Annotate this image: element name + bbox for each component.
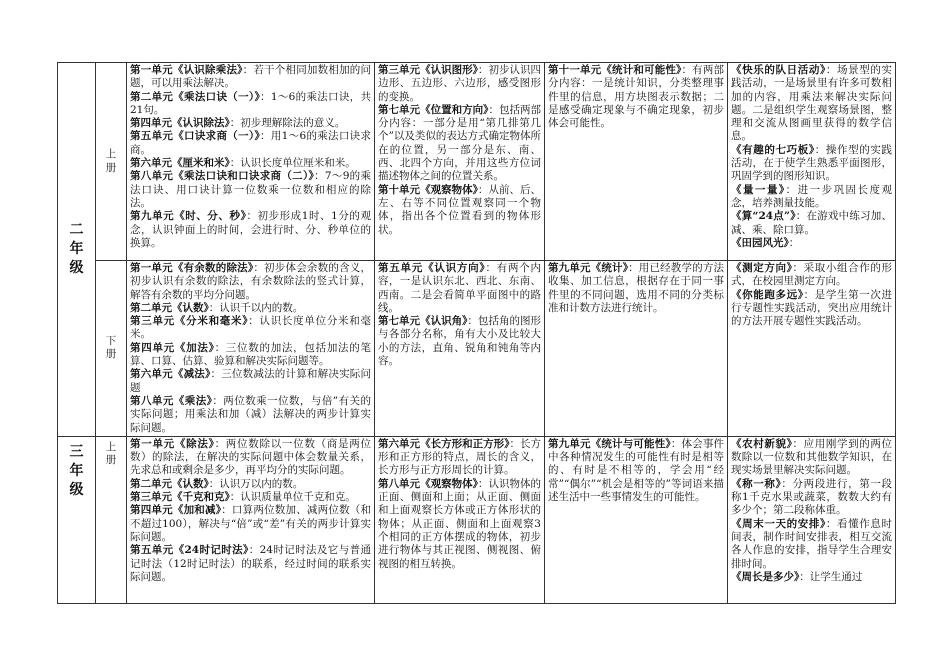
- unit-title: 《算“24点”》: [731, 210, 796, 223]
- unit-entry: [130, 438, 371, 478]
- curriculum-table: [57, 62, 896, 604]
- unit-description: ：认识千以内的数。: [208, 301, 304, 314]
- grade-label: [58, 63, 96, 437]
- unit-cell: [728, 63, 896, 261]
- unit-entry: [731, 184, 892, 211]
- term-char: 下: [105, 335, 117, 348]
- unit-description: ：分两段进行，第一段称1千克水果或蔬菜，数数大约有多少个；第二段称体重。: [731, 477, 892, 517]
- unit-description: ：用1～6的乘法口诀求商。: [130, 130, 371, 156]
- unit-title: 第五单元《口诀求商（一）》: [130, 130, 261, 143]
- unit-description: ：初步理解除法的意义。: [229, 117, 346, 130]
- unit-title: 第九单元《时、分、秒》: [130, 210, 247, 223]
- unit-title: 《田园风光》: [731, 236, 789, 249]
- unit-title: 第六单元《减法》: [130, 368, 211, 381]
- unit-title: 第一单元《有余数的除法》: [130, 262, 254, 274]
- unit-title: 《称一称》: [731, 477, 782, 490]
- unit-cell: [545, 436, 728, 603]
- unit-entry: [130, 64, 371, 91]
- unit-title: 第六单元《厘米和米》: [130, 157, 230, 170]
- unit-description: ：认识长度单位分米和毫米。: [130, 315, 372, 341]
- unit-title: 第一单元《认识除乘法》: [130, 64, 243, 76]
- unit-entry: [130, 395, 371, 435]
- unit-description: ：认识物体的正面、侧面和上面；从正面、侧面和上面观察长方体或正方体形状的物体；从正面、侧面和上面观察3个相同的正方体摆成的物体，初步进行物体与其正视图、侧视图、俯视图的相互转换。: [378, 477, 542, 570]
- unit-title: 第二单元《乘法口诀（一）》: [130, 90, 261, 103]
- unit-entry: [378, 315, 541, 368]
- unit-title: 《周长是多少》: [731, 570, 800, 583]
- term-label: [96, 436, 127, 603]
- unit-description: ：初步体会余数的含义，初步认识有余数的除法，有余数除法的竖式计算，解答有余数的平均分问题。: [130, 262, 372, 301]
- unit-entry: [548, 262, 724, 315]
- unit-description: ：让学生通过: [799, 570, 863, 583]
- unit-entry: [731, 210, 892, 237]
- unit-entry: [378, 184, 541, 237]
- unit-description: ：应用刚学到的两位数除以一位数和其他数学知识，在现实场景里解决实际问题。: [731, 437, 892, 477]
- unit-description: ：有两部分内容：一是统计知识，分类整理事件里的信息，用方块图表示数据；二是感受确定现象与不确定现象，初步体会可能性。: [548, 64, 724, 130]
- unit-title: 第二单元《认数》: [130, 477, 209, 490]
- unit-title: 第七单元《位置和方向》: [378, 103, 489, 116]
- term-char: 上: [105, 148, 117, 161]
- term-label: [96, 261, 127, 437]
- unit-title: 第五单元《认识方向》: [378, 262, 486, 274]
- unit-description: ：: [788, 236, 800, 249]
- term-row: [58, 261, 896, 437]
- unit-title: 第三单元《认识图形》: [378, 64, 478, 76]
- unit-description: ：认识万以内的数。: [208, 477, 304, 490]
- unit-title: 第一单元《除法》: [130, 437, 215, 450]
- unit-cell: [375, 436, 545, 603]
- unit-description: ：用已经教学的方法收集、加工信息，根据存在于同一事件里的不同问题，选用不同的分类标准和计数方法进行统计。: [548, 262, 724, 314]
- unit-entry: [130, 315, 371, 342]
- unit-title: 第六单元《长方形和正方形》: [378, 437, 510, 450]
- unit-cell: [545, 63, 728, 261]
- unit-entry: [731, 144, 892, 184]
- unit-description: ：体会事件中各种情况发生的可能性有时是相等的、有时是不相等的，学会用“经常”“偶尔”“机会是相等的”等词语来描述生活中一些事情发生的可能性。: [548, 437, 724, 504]
- unit-description: ：采取小组合作的形式，在校园里测定方向。: [731, 262, 892, 288]
- unit-title: 第九单元《统计》: [548, 262, 629, 274]
- unit-entry: [548, 438, 724, 504]
- unit-cell: [375, 261, 545, 437]
- unit-entry: [130, 170, 371, 210]
- unit-entry: [378, 104, 541, 184]
- unit-entry: [130, 544, 371, 584]
- grade-char: 二: [69, 221, 84, 238]
- unit-description: ：初步认识四边形、五边形、六边形，感受图形的变换。: [378, 64, 542, 103]
- grade-char: 年: [69, 462, 84, 479]
- unit-title: 《有趣的七巧板》: [731, 143, 815, 156]
- unit-entry: [548, 64, 724, 130]
- term-char: 册: [105, 454, 117, 467]
- term-char: 上: [105, 440, 117, 453]
- term-row: [58, 63, 896, 261]
- unit-entry: [378, 262, 541, 315]
- unit-entry: [130, 130, 371, 157]
- term-label: [96, 63, 127, 261]
- grade-label: [58, 436, 96, 603]
- unit-title: 《农村新貌》: [731, 437, 793, 450]
- unit-title: 第八单元《乘法口诀和口诀求商（二）》: [130, 170, 315, 183]
- unit-description: ：认识质量单位千克和克。: [229, 491, 356, 504]
- unit-cell: [127, 261, 375, 437]
- term-row: [58, 436, 896, 603]
- unit-description: ：初步形成1时、1分的观念，认识钟面上的时间，会进行时、分、秒单位的换算。: [130, 210, 371, 249]
- unit-title: 第二单元《认数》: [130, 301, 209, 314]
- term-char: 册: [105, 161, 117, 174]
- unit-title: 第八单元《乘法》: [130, 394, 213, 407]
- unit-cell: [728, 436, 896, 603]
- grade-char: 级: [69, 481, 84, 498]
- unit-description: ：7～9的乘法口诀、用口诀计算一位数乘一位数和相应的除法。: [130, 170, 371, 209]
- unit-entry: [130, 368, 371, 395]
- unit-entry: [130, 491, 371, 504]
- unit-cell: [728, 261, 896, 437]
- unit-cell: [375, 63, 545, 261]
- unit-description: ：三位数的加法，包括加法的笔算、口算、估算、验算和解决实际问题等。: [130, 341, 372, 368]
- unit-description: ：两位数除以一位数（商是两位数）的除法，在解决的实际问题中体会数量关系，先求总和或剩余是多少，再平均分的实际问题。: [130, 437, 372, 477]
- unit-title: 第四单元《加法》: [130, 341, 215, 354]
- unit-description: ：有两个内容，一是认识东北、西北、东南、西南。二是会看简单平面图中的路线。: [378, 262, 542, 314]
- unit-description: ：进一步巩固长度观念，培养测量技能。: [731, 183, 893, 209]
- unit-description: ：口算两位数加、减两位数（和不超过100），解决与“倍”或“差”有关的两步计算实际问题。: [130, 504, 372, 543]
- unit-entry: [731, 438, 892, 478]
- unit-title: 第五单元《24时记时法》: [130, 544, 249, 557]
- unit-entry: [731, 64, 892, 144]
- unit-description: ：操作型的实践活动，在于使学生熟悉平面图形，巩固学到的图形知识。: [731, 143, 892, 183]
- unit-description: ：包括两部分内容：一部分是用“第几排第几个”以及类似的表达方式确定物体所在的位置，另一部分是东、南、西、北四个方向，并用这些方位词描述物体之间的位置关系。: [378, 103, 542, 183]
- grade-char: 三: [69, 443, 84, 460]
- unit-description: ：场景型的实践活动，一是场景里有许多可数相加的内容，用乘法来解决实际问题。二是组织学生观察场景图，整理和交流从图画里获得的数学信息。: [731, 64, 892, 143]
- unit-description: ：1～6的乘法口诀，共21句。: [130, 90, 371, 116]
- unit-title: 第三单元《分米和毫米》: [130, 315, 249, 328]
- unit-entry: [130, 262, 371, 302]
- unit-description: ：在游戏中练习加、减、乘、除口算。: [731, 210, 892, 236]
- unit-description: ：是学生第一次进行专题性实践活动，突出应用统计的方法开展专题性实践活动。: [731, 288, 892, 328]
- grade-char: 年: [69, 240, 84, 257]
- unit-entry: [130, 504, 371, 544]
- unit-entry: [130, 342, 371, 369]
- unit-entry: [130, 302, 371, 315]
- unit-title: 第十一单元《统计和可能性》: [548, 64, 682, 76]
- grade-char: 级: [69, 259, 84, 276]
- term-char: 册: [105, 348, 117, 361]
- unit-cell: [545, 261, 728, 437]
- unit-description: ：认识长度单位厘米和米。: [229, 157, 356, 170]
- unit-entry: [130, 91, 371, 118]
- unit-title: 《周末一天的安排》: [731, 517, 826, 530]
- unit-title: 《测定方向》: [731, 262, 793, 274]
- unit-description: ：三位数减法的计算和解决实际问题: [130, 368, 372, 394]
- unit-description: ：包括角的图形与各部分名称，角有大小及比较大小的方法，直角、锐角和钝角等内容。: [378, 315, 542, 368]
- unit-description: ：24时记时法及它与普通记时法（12时记时法）的联系，经过时间的联系实际问题。: [130, 544, 371, 583]
- unit-entry: [130, 117, 371, 130]
- unit-entry: [130, 157, 371, 170]
- unit-cell: [127, 63, 375, 261]
- unit-title: 第七单元《认识角》: [378, 315, 468, 328]
- unit-entry: [731, 237, 892, 250]
- unit-title: 《量一量》: [731, 183, 786, 196]
- unit-entry: [130, 478, 371, 491]
- unit-entry: [378, 64, 541, 104]
- unit-entry: [130, 210, 371, 250]
- unit-entry: [378, 478, 541, 571]
- unit-entry: [378, 438, 541, 478]
- unit-description: ：长方形和正方形的特点，周长的含义，长方形与正方形周长的计算。: [378, 437, 542, 477]
- unit-title: 第三单元《千克和克》: [130, 491, 230, 504]
- unit-description: ：两位数乘一位数，与倍”有关的实际问题；用乘法和加（减）法解决的两步计算实际问题。: [130, 394, 371, 434]
- unit-entry: [731, 518, 892, 571]
- unit-title: 第四单元《认识除法》: [130, 117, 230, 130]
- unit-entry: [731, 571, 892, 584]
- unit-title: 《快乐的队日活动》: [731, 64, 826, 76]
- unit-title: 《你能跑多远》: [731, 288, 804, 301]
- unit-description: ：若干个相同加数相加的问题，可以用乘法解决。: [130, 64, 371, 90]
- unit-cell: [127, 436, 375, 603]
- unit-title: 第四单元《加和减》: [130, 504, 222, 517]
- unit-entry: [731, 262, 892, 289]
- unit-entry: [731, 478, 892, 518]
- curriculum-table-body: [58, 63, 896, 604]
- unit-description: ：看懂作息时间表，制作时间安排表，相互交流各人作息的安排，指导学生合理安排时间。: [731, 517, 892, 570]
- unit-entry: [731, 289, 892, 329]
- unit-title: 第八单元《观察物体》: [378, 477, 478, 490]
- unit-title: 第十单元《观察物体》: [378, 183, 478, 196]
- unit-description: ：从前、后、左、右等不同位置观察同一个物体，指出各个位置看到的物体形状。: [378, 183, 542, 236]
- unit-title: 第九单元《统计与可能性》: [548, 437, 671, 450]
